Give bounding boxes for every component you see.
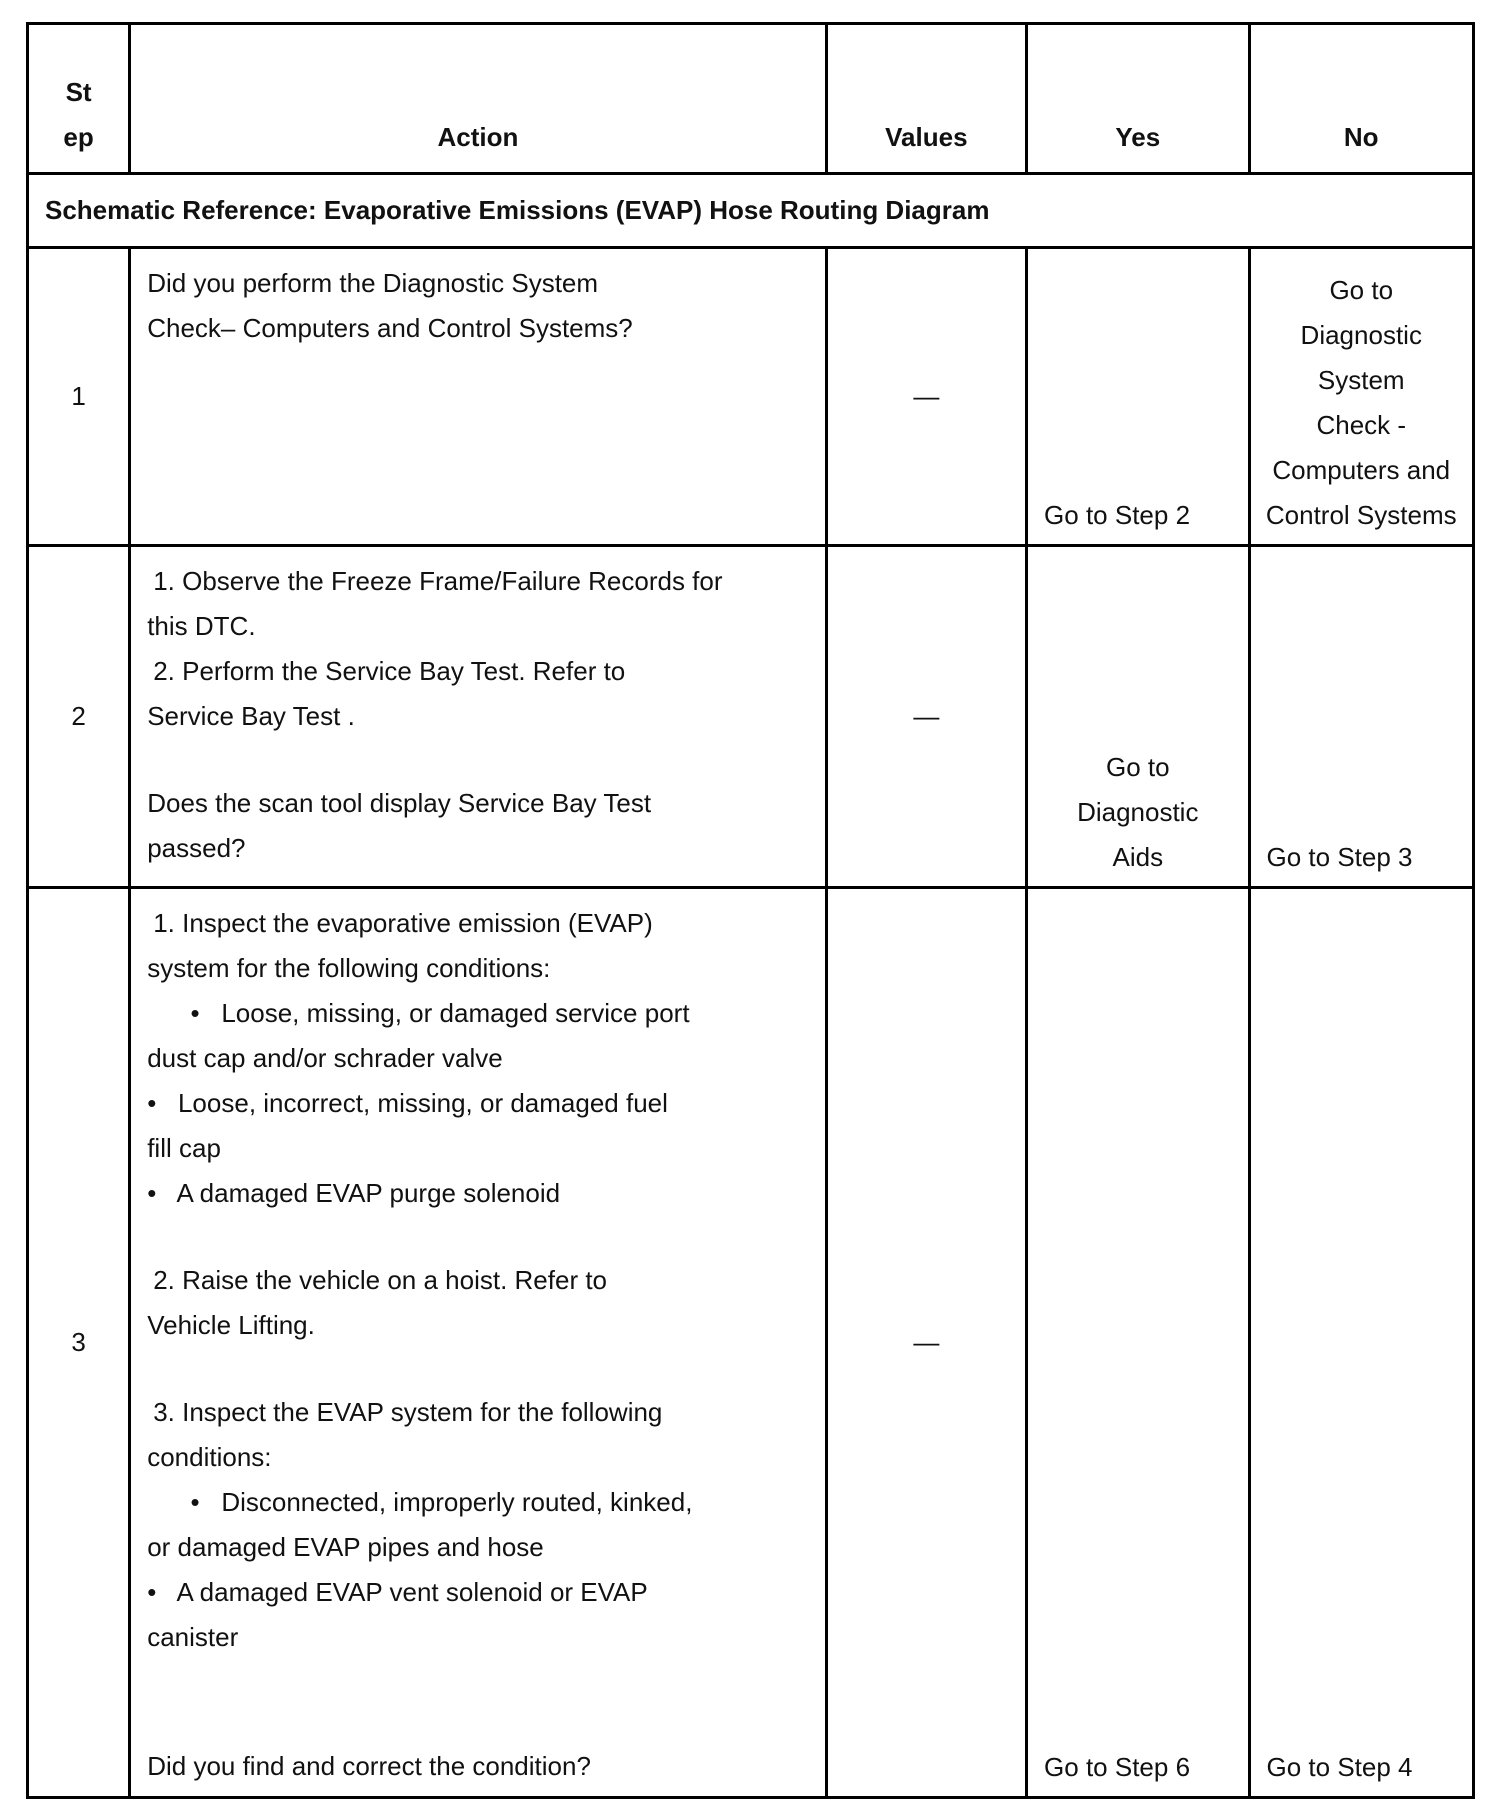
action-line: • Loose, missing, or damaged service port [147,998,690,1028]
action-line: canister [147,1622,239,1652]
step-action [130,248,826,546]
yes-link[interactable] [1027,248,1249,546]
yes-link-label[interactable]: Go to Step 6 [1044,1752,1191,1782]
spacer [147,1348,796,1390]
no-link-line[interactable]: System [1317,365,1405,395]
yes-link[interactable] [1027,888,1249,1798]
no-link[interactable] [1249,888,1474,1798]
action-line: 2. Raise the vehicle on a hoist. Refer to [153,1265,608,1295]
header-action: Action [130,24,826,174]
diagnostic-table [26,22,1475,1799]
table-row [28,546,1474,888]
header-values: Values [826,24,1026,174]
action-line: Vehicle Lifting. [147,1310,315,1340]
action-line: 1. Inspect the evaporative emission (EVAP) [153,908,653,938]
header-step [28,24,130,174]
step-number: 3 [28,888,130,1798]
action-line: Service Bay Test . [147,701,355,731]
step-number: 2 [28,546,130,888]
header-step-line1: St [65,77,92,107]
yes-link[interactable] [1027,546,1249,888]
yes-link-line[interactable]: Aids [1112,842,1164,872]
no-link-label[interactable]: Go to Step 3 [1266,842,1413,872]
header-no: No [1249,24,1474,174]
action-line: • Disconnected, improperly routed, kinked, [147,1487,693,1517]
action-line: Does the scan tool display Service Bay Test [147,788,652,818]
action-line: passed? [147,833,246,863]
action-line: 1. Observe the Freeze Frame/Failure Records for [153,566,723,596]
yes-link-line[interactable]: Go to [1105,752,1170,782]
no-link[interactable] [1249,546,1474,888]
schematic-row [28,174,1474,248]
header-row [28,24,1474,174]
action-line: or damaged EVAP pipes and hose [147,1532,544,1562]
step-values: — [826,546,1026,888]
action-line: • Loose, incorrect, missing, or damaged fuel [147,1088,668,1118]
step-values: — [826,248,1026,546]
action-line: Did you find and correct the condition? [147,1751,591,1781]
step-action [130,546,826,888]
action-line: • A damaged EVAP purge solenoid [147,1178,561,1208]
table-row [28,888,1474,1798]
yes-link-label[interactable]: Go to Step 2 [1044,500,1191,530]
action-line: 3. Inspect the EVAP system for the following [153,1397,663,1427]
spacer [147,1216,796,1258]
action-line: conditions: [147,1442,272,1472]
action-line: 2. Perform the Service Bay Test. Refer to [153,656,626,686]
spacer [147,1660,796,1744]
spacer [147,739,796,781]
action-line: system for the following conditions: [147,953,551,983]
step-number: 1 [28,248,130,546]
header-yes: Yes [1027,24,1249,174]
header-step-line2: ep [63,122,94,152]
no-link[interactable] [1249,248,1474,546]
action-line: this DTC. [147,611,256,641]
no-link-line[interactable]: Check - [1316,410,1407,440]
schematic-reference: Schematic Reference: Evaporative Emissions (EVAP) Hose Routing Diagram [28,174,1474,248]
no-link-line[interactable]: Diagnostic [1300,320,1422,350]
yes-link-line[interactable]: Diagnostic [1077,797,1199,827]
table-row [28,248,1474,546]
step-action [130,888,826,1798]
no-link-line[interactable]: Go to [1329,275,1394,305]
action-line: Check– Computers and Control Systems? [147,313,633,343]
action-line: fill cap [147,1133,221,1163]
action-line: dust cap and/or schrader valve [147,1043,503,1073]
no-link-label[interactable]: Go to Step 4 [1266,1752,1413,1782]
action-line: • A damaged EVAP vent solenoid or EVAP [147,1577,648,1607]
step-values: — [826,888,1026,1798]
no-link-line[interactable]: Control Systems [1265,500,1457,530]
no-link-line[interactable]: Computers and [1272,455,1451,485]
action-line: Did you perform the Diagnostic System [147,268,599,298]
